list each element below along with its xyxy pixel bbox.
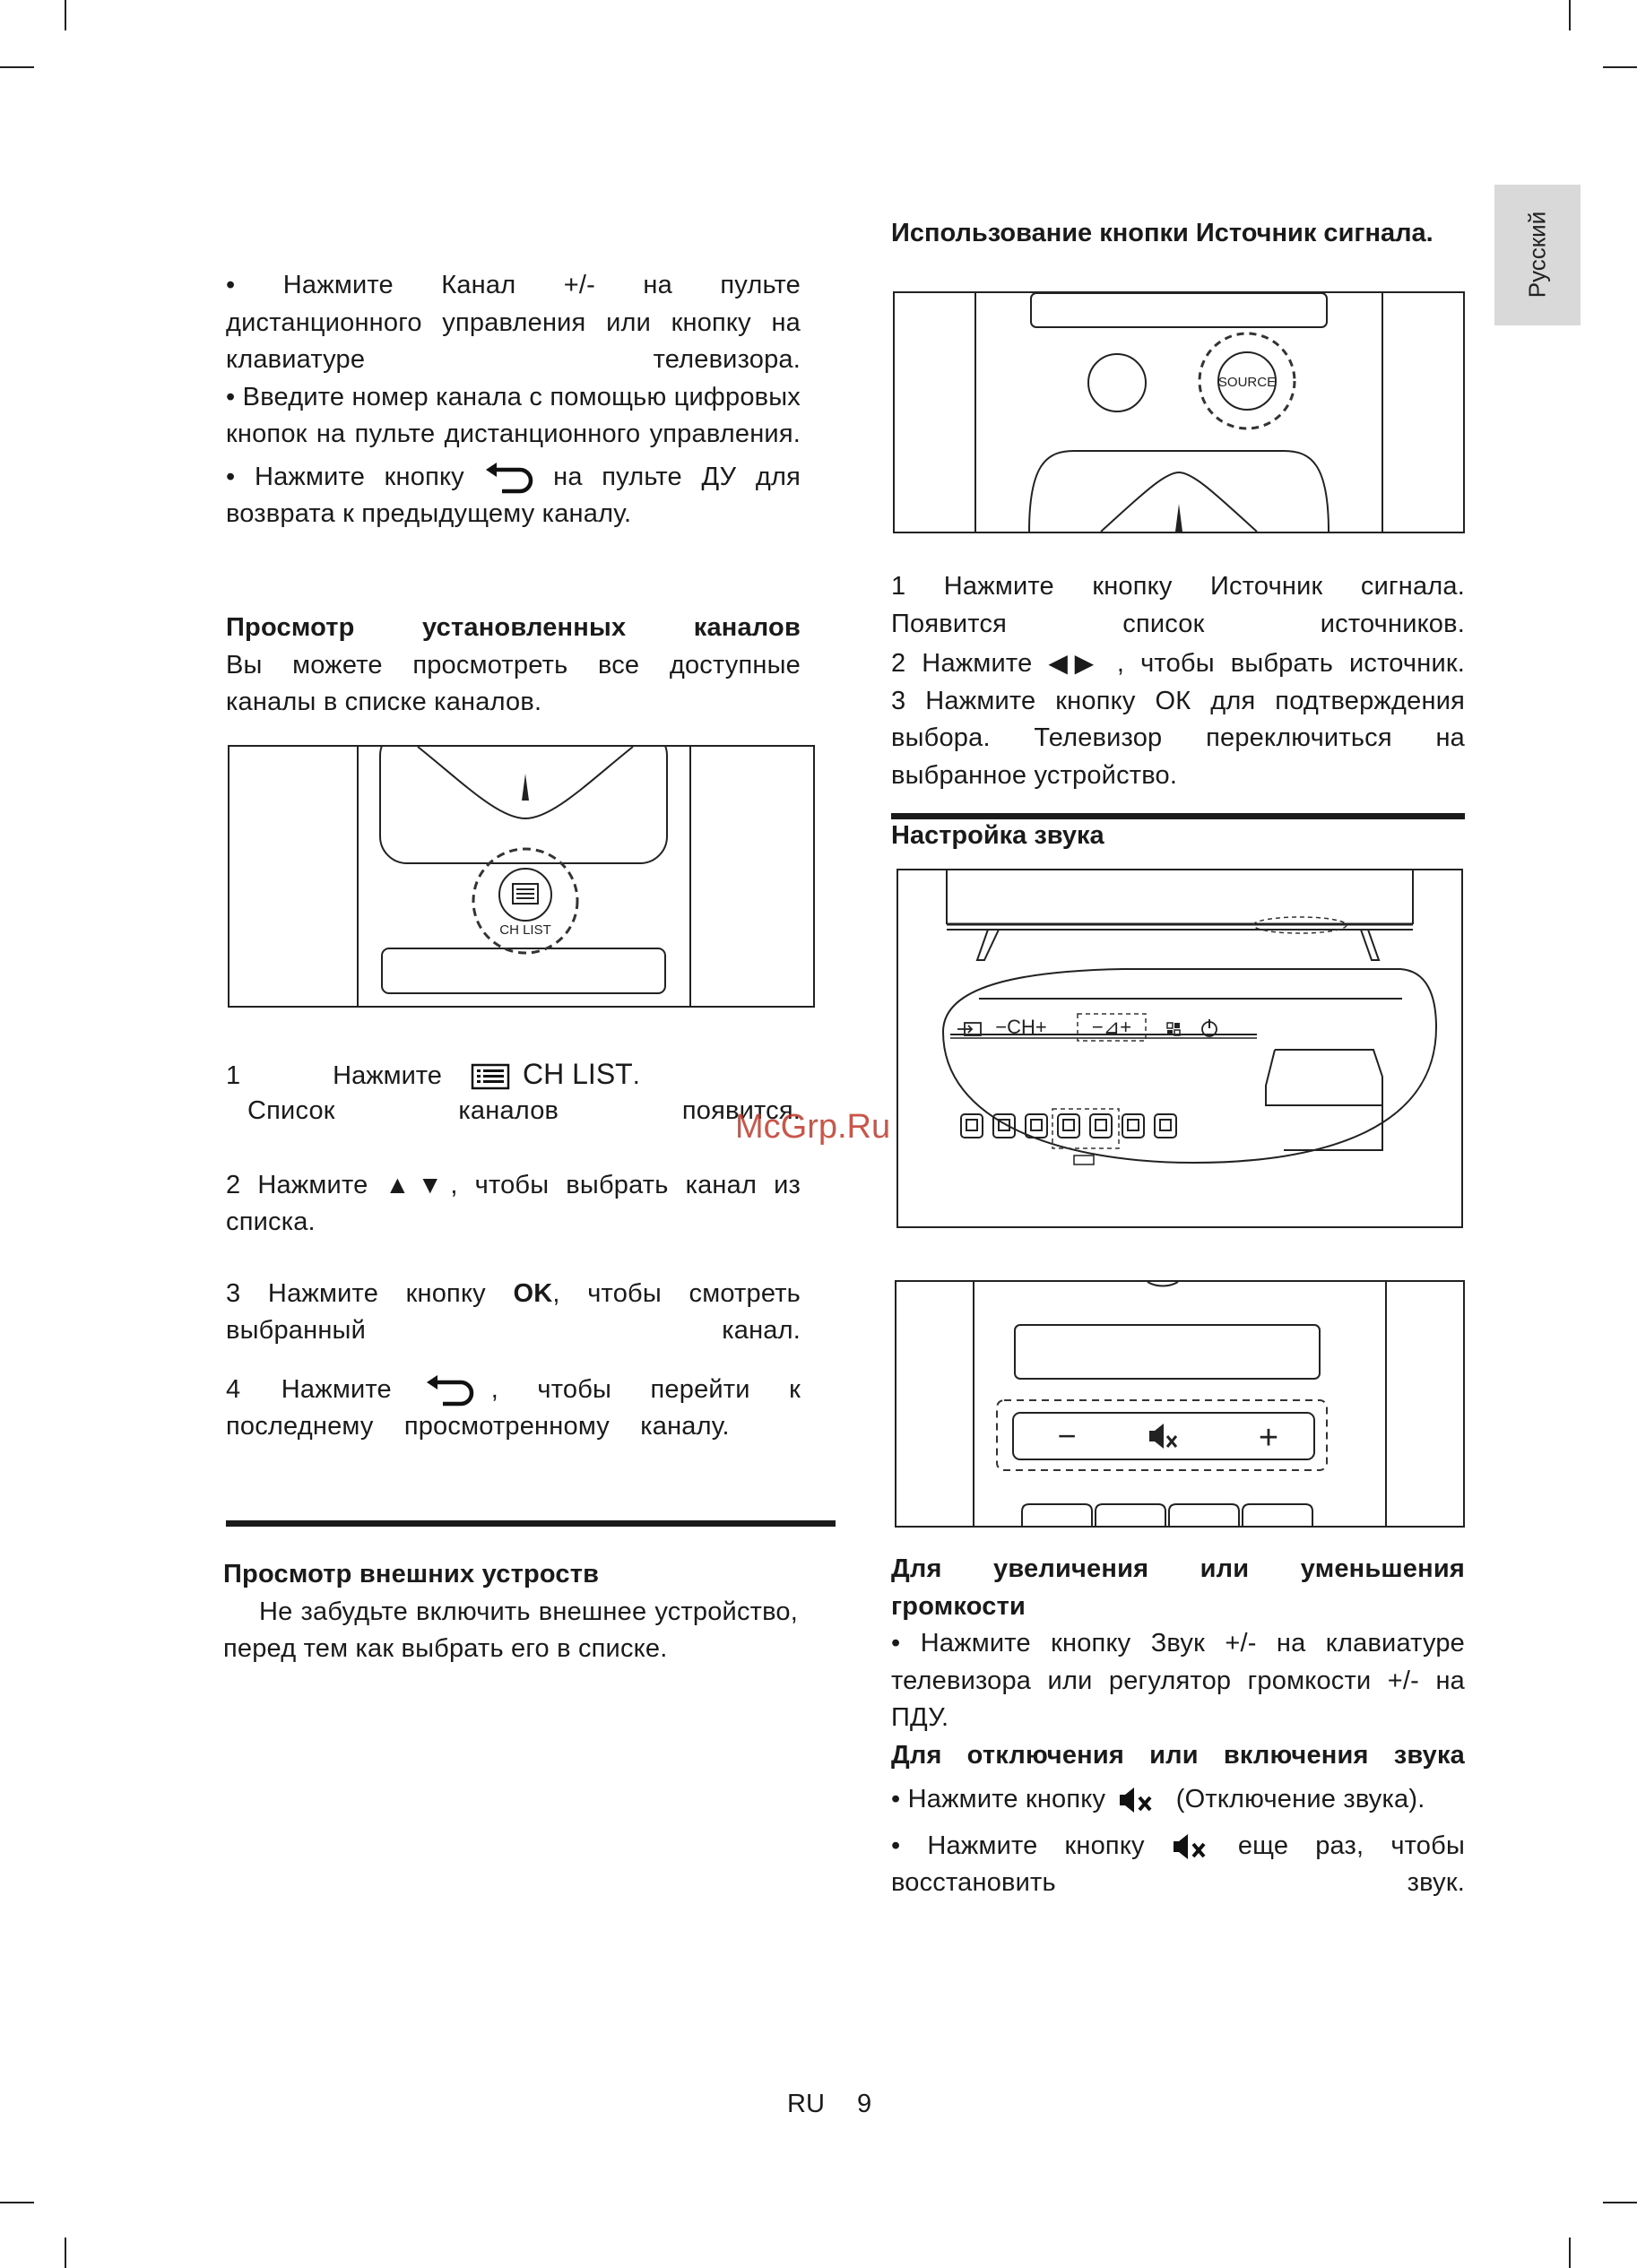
bullet-channel: • Нажмите Канал +/- на пульте дистанционного управления или кнопку на клавиатуре телевизора. <box>226 271 801 374</box>
sound-heading: Настройка звука <box>891 821 1104 850</box>
volume-keypad-illustration <box>895 1280 1465 1528</box>
step-2 <box>226 1166 801 1242</box>
view-heading: Просмотр установленных каналов <box>226 613 801 642</box>
step-1-text: 1 Нажмите <box>226 1061 442 1090</box>
step-4 <box>226 1372 801 1446</box>
tv-panel-illustration <box>896 869 1463 1228</box>
step-3-text-2: , чтобы смотреть выбранный канал. <box>226 1278 801 1345</box>
source-remote-illustration <box>893 291 1465 533</box>
chlist-button-label: CH LIST <box>499 922 551 938</box>
watermark: McGrp.Ru <box>735 1108 891 1146</box>
step-3 <box>226 1276 801 1350</box>
section-divider <box>226 1520 836 1527</box>
bullet-number: • Введите номер канала с помощью цифровых кнопок на пульте дистанционного управления. <box>226 382 801 448</box>
source-step-2 <box>891 645 1465 683</box>
steps <box>226 1054 801 1446</box>
step-2-text-2: , чтобы выбрать канал из списка. <box>226 1170 801 1236</box>
source-step-2-text-2: , чтобы выбрать источник. <box>1116 649 1465 678</box>
crop-mark <box>65 0 66 30</box>
view-channels-section <box>226 610 801 722</box>
crop-mark <box>1603 2202 1637 2203</box>
source-remote-drawing <box>895 293 1463 532</box>
return-icon <box>425 1373 475 1407</box>
ext-heading: Просмотр внешних устроств <box>223 1560 600 1588</box>
volume-keypad-drawing <box>896 1282 1463 1526</box>
crop-mark <box>1603 66 1637 68</box>
step-1-line-2: Список каналов появится. <box>247 1096 801 1125</box>
mute-line-1 <box>891 1781 1465 1819</box>
crop-mark <box>1569 0 1571 30</box>
page-footer <box>787 2090 871 2119</box>
source-steps <box>891 568 1465 794</box>
step-3-ok: OK <box>513 1278 553 1308</box>
vol-heading: Для увеличения или уменьшения громкости <box>891 1554 1465 1621</box>
mute-heading: Для отключения или включения звука <box>891 1740 1465 1770</box>
volume-minus-label: − <box>1057 1417 1077 1454</box>
vol-text: • Нажмите кнопку Звук +/- на клавиатуре телевизора или регулятор громкости +/- на ПДУ. <box>891 1629 1465 1732</box>
return-icon <box>484 461 534 495</box>
tv-panel-drawing <box>898 870 1461 1226</box>
step-2-text: 2 Нажмите <box>226 1170 368 1199</box>
chlist-remote-illustration <box>228 745 815 1008</box>
volume-section <box>891 1551 1465 1902</box>
left-right-arrows-icon: ◀▶ <box>1048 649 1101 677</box>
ext-text: Не забудьте включить внешнее устройство, перед тем как выбрать его в списке. <box>223 1597 798 1663</box>
volume-plus-label: + <box>1258 1419 1279 1457</box>
source-step-2-text: 2 Нажмите <box>891 649 1033 678</box>
source-step-1: 1 Нажмите кнопку Источник сигнала. Появится список источников. <box>891 572 1465 638</box>
footer-page: 9 <box>856 2090 872 2118</box>
source-button-label: SOURCE <box>1217 375 1277 390</box>
list-icon <box>471 1063 510 1090</box>
step-3-text: 3 Нажмите кнопку <box>226 1278 486 1308</box>
source-step-3: 3 Нажмите кнопку ОК для подтверждения выбора. Телевизор переключиться на выбранное устройство. <box>891 686 1465 790</box>
mute-icon <box>1118 1786 1157 1814</box>
mute-line-1-text-2: (Отключение звука). <box>1175 1785 1425 1814</box>
left-bullets <box>226 267 801 533</box>
crop-mark <box>0 66 34 68</box>
view-text: Вы можете просмотреть все доступные каналы в списке каналов. <box>226 650 801 716</box>
mute-line-1-text: • Нажмите кнопку <box>891 1785 1106 1814</box>
language-tab-label: Русский <box>1523 211 1551 299</box>
step-1-line-1 <box>226 1054 801 1095</box>
up-down-arrows-icon: ▲▼ <box>385 1170 451 1199</box>
mute-line-2-text: • Нажмите кнопку <box>891 1831 1145 1860</box>
bullet-return-text-2: на пульте ДУ для возврата к предыдущему каналу. <box>226 462 801 528</box>
step-1-period: . <box>632 1061 640 1090</box>
mute-icon <box>1172 1832 1211 1861</box>
step-1-key: CH LIST <box>523 1058 633 1090</box>
ch-key-label: −CH+ <box>995 1016 1047 1038</box>
step-4-text: 4 Нажмите <box>226 1374 392 1404</box>
chlist-remote-drawing <box>230 747 813 1006</box>
footer-lang: RU <box>787 2090 825 2118</box>
mute-line-2 <box>891 1828 1465 1902</box>
crop-mark <box>0 2202 34 2203</box>
crop-mark <box>65 2238 66 2268</box>
language-tab <box>1494 185 1581 325</box>
crop-mark <box>1569 2238 1571 2268</box>
source-heading: Использование кнопки Источник сигнала. <box>891 219 1433 247</box>
step-4-text-2: , чтобы перейти к последнему просмотренному каналу. <box>226 1374 801 1441</box>
bullet-return-text: • Нажмите кнопку <box>226 462 464 491</box>
volume-key-label: −⊿+ <box>1091 1016 1132 1038</box>
bullet-return <box>226 459 801 533</box>
external-devices-section <box>223 1556 798 1668</box>
mute-line-2-text-2: еще раз, чтобы восстановить звук. <box>891 1831 1465 1897</box>
